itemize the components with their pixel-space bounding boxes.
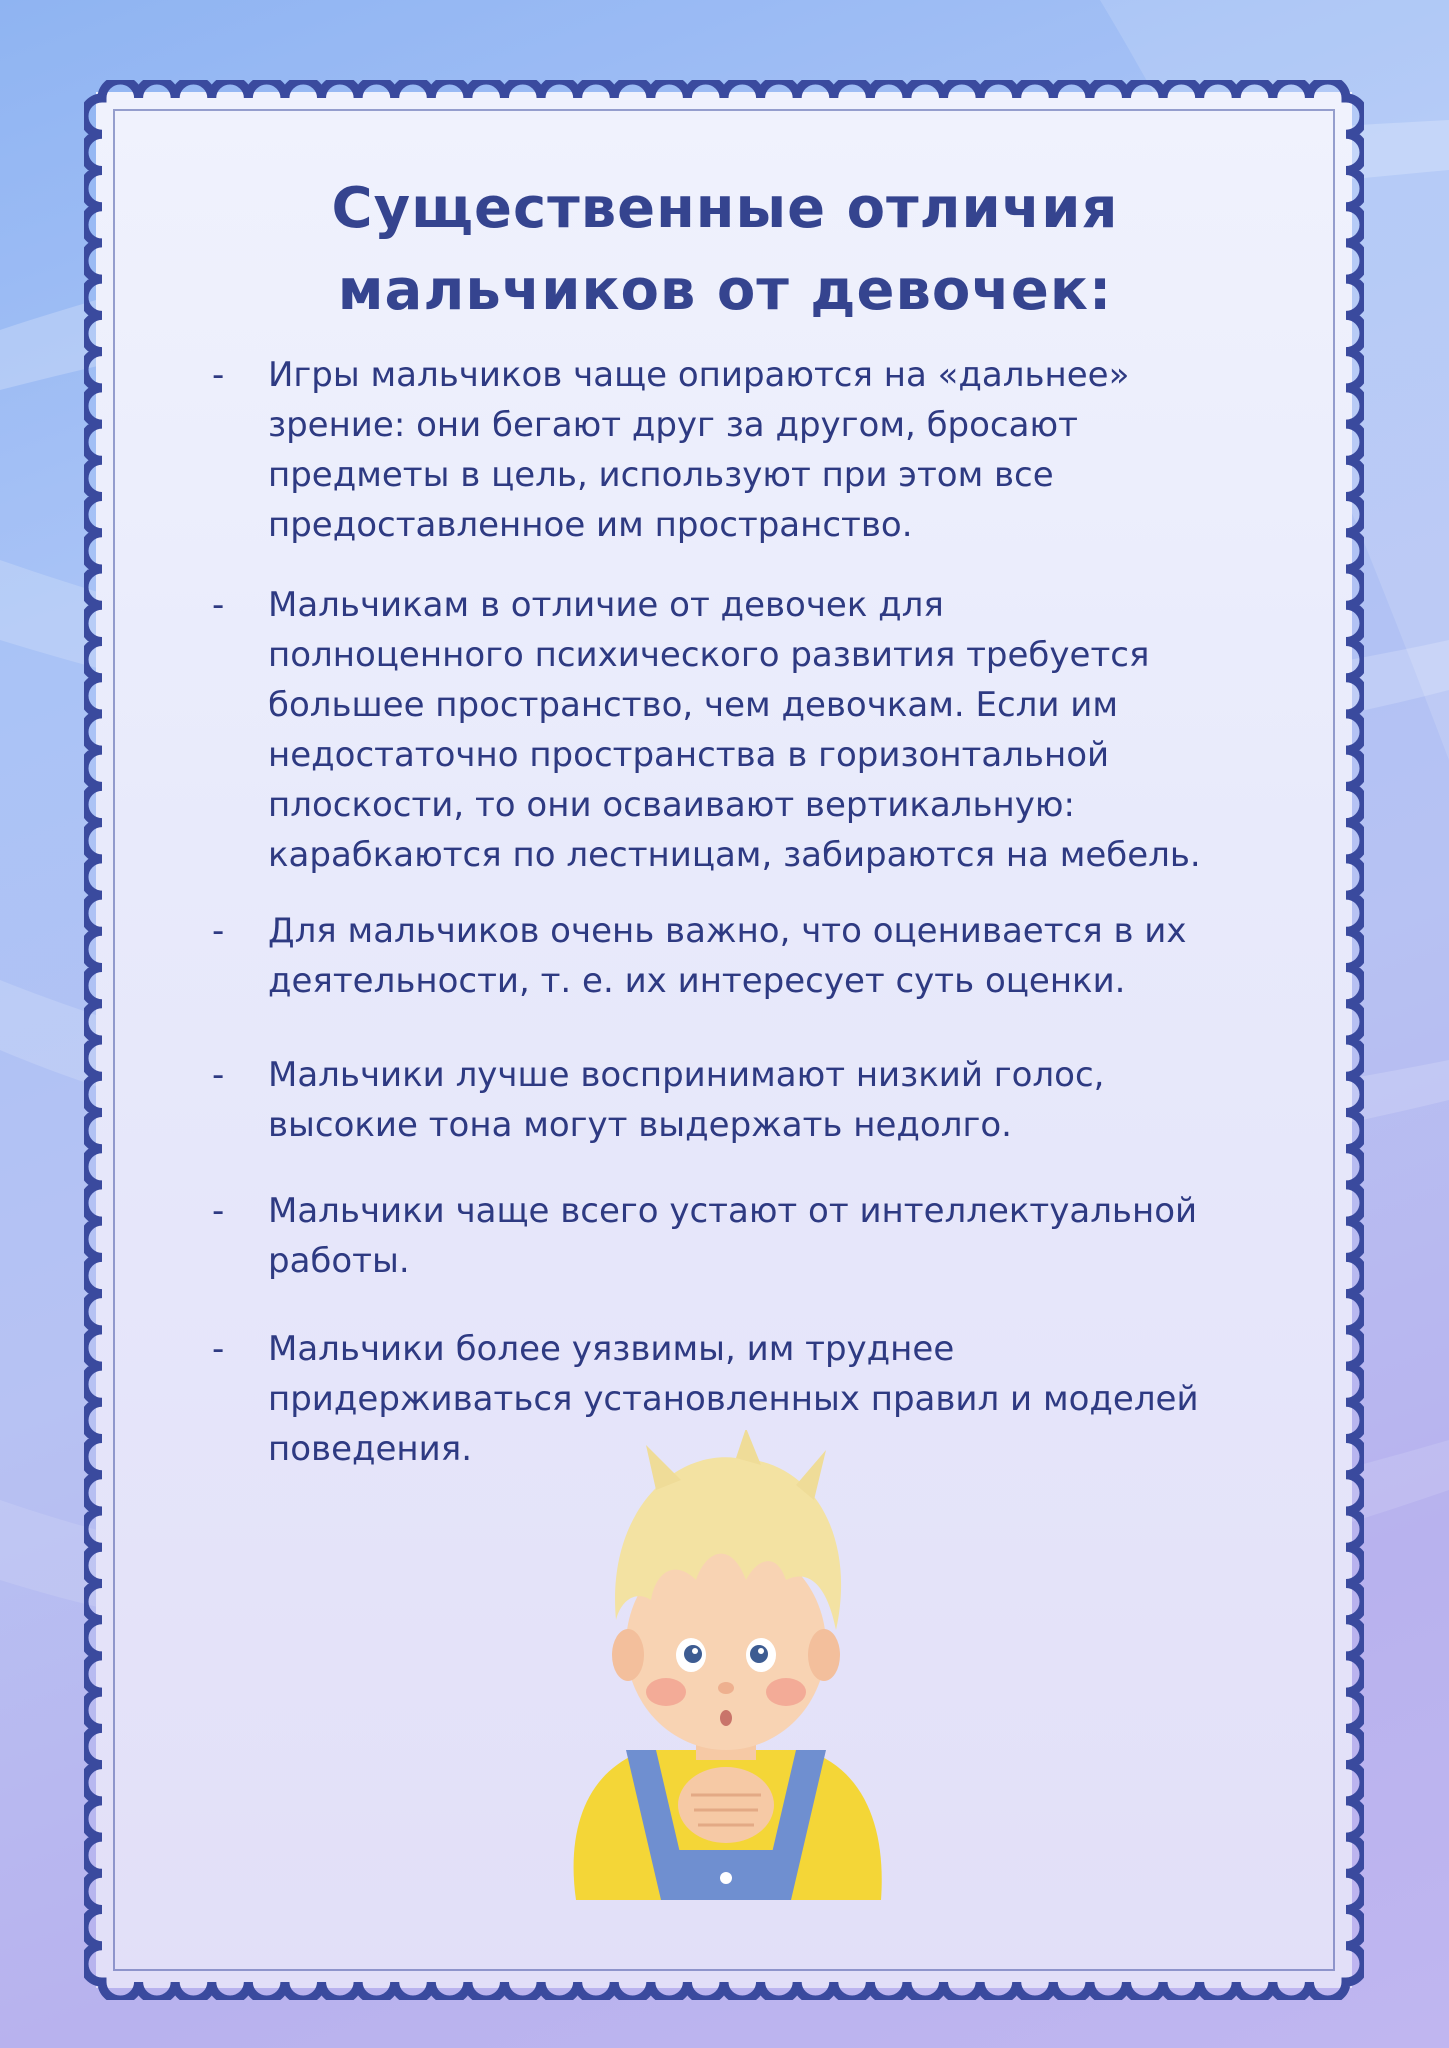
list-item-text: Мальчики чаще всего устают от интеллектуальной работы.	[268, 1191, 1198, 1281]
title-line-2: мальчиков от девочек:	[337, 258, 1113, 323]
bullet-dash: -	[212, 911, 225, 951]
bullet-dash: -	[212, 1329, 225, 1369]
list-item	[212, 350, 1252, 550]
boy-illustration	[556, 1430, 896, 1900]
bullet-dash: -	[212, 355, 225, 395]
list-item	[212, 906, 1252, 1006]
list-item-text: Мальчики лучше воспринимают низкий голос, высокие тона могут выдержать недолго.	[268, 1055, 1105, 1145]
list-item	[212, 580, 1252, 880]
bullet-dash: -	[212, 1191, 225, 1231]
list-item-text: Мальчикам в отличие от девочек для полноценного психического развития требуется большее пространство, чем девочкам. Если им недостаточно пространства в горизонтальной плоскости, то они осваивают вертикальную: карабкаются по лестницам, забираются на мебель.	[268, 585, 1201, 875]
title-line-1: Существенные отличия	[331, 176, 1119, 241]
list-item-text: Для мальчиков очень важно, что оценивается в их деятельности, т. е. их интересует суть оценки.	[268, 911, 1187, 1001]
list-item-text: Мальчики более уязвимы, им труднее придерживаться установленных правил и моделей поведения.	[268, 1329, 1199, 1469]
list-item	[212, 1186, 1252, 1286]
list-item	[212, 1050, 1252, 1150]
page-title	[240, 168, 1210, 332]
bullet-dash: -	[212, 585, 225, 625]
bullet-dash: -	[212, 1055, 225, 1095]
list-item-text: Игры мальчиков чаще опираются на «дальнее» зрение: они бегают друг за другом, бросают предметы в цель, используют при этом все предоставленное им пространство.	[268, 355, 1130, 545]
